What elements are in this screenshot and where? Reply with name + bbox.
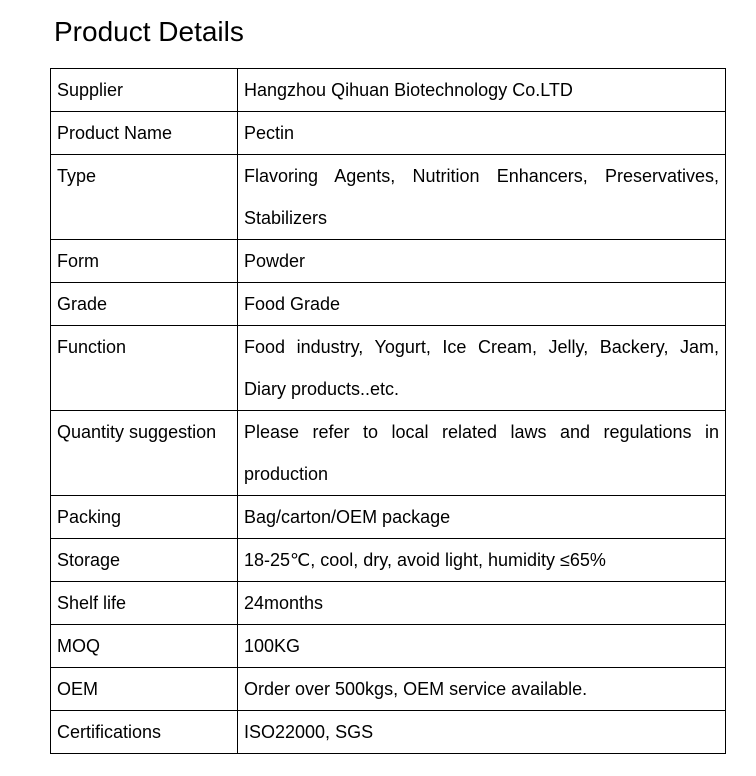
product-name-label: Product Name — [51, 112, 238, 155]
packing-value: Bag/carton/OEM package — [238, 496, 726, 539]
type-label: Type — [51, 155, 238, 240]
storage-value: 18-25℃, cool, dry, avoid light, humidity ≤65% — [238, 539, 726, 582]
form-label: Form — [51, 240, 238, 283]
function-value: Food industry, Yogurt, Ice Cream, Jelly, Backery, Jam, Diary products..etc. — [238, 326, 726, 411]
table-row-certifications — [51, 711, 726, 754]
grade-value: Food Grade — [238, 283, 726, 326]
table-row-grade — [51, 283, 726, 326]
moq-label: MOQ — [51, 625, 238, 668]
packing-label: Packing — [51, 496, 238, 539]
table-row-quantity-suggestion — [51, 411, 726, 496]
oem-value: Order over 500kgs, OEM service available. — [238, 668, 726, 711]
shelf-life-label: Shelf life — [51, 582, 238, 625]
supplier-label: Supplier — [51, 69, 238, 112]
shelf-life-value: 24months — [238, 582, 726, 625]
oem-label: OEM — [51, 668, 238, 711]
table-row-packing — [51, 496, 726, 539]
table-row-oem — [51, 668, 726, 711]
table-row-product-name — [51, 112, 726, 155]
table-row-type — [51, 155, 726, 240]
table-row-storage — [51, 539, 726, 582]
table-row-form — [51, 240, 726, 283]
type-value: Flavoring Agents, Nutrition Enhancers, Preservatives, Stabilizers — [238, 155, 726, 240]
form-value: Powder — [238, 240, 726, 283]
quantity-suggestion-value: Please refer to local related laws and regulations in production — [238, 411, 726, 496]
certifications-label: Certifications — [51, 711, 238, 754]
page-title: Product Details — [54, 16, 244, 47]
storage-label: Storage — [51, 539, 238, 582]
table-row-shelf-life — [51, 582, 726, 625]
grade-label: Grade — [51, 283, 238, 326]
supplier-value: Hangzhou Qihuan Biotechnology Co.LTD — [238, 69, 726, 112]
function-label: Function — [51, 326, 238, 411]
product-details-table — [50, 68, 726, 754]
table-row-function — [51, 326, 726, 411]
table-row-moq — [51, 625, 726, 668]
table-row-supplier — [51, 69, 726, 112]
certifications-value: ISO22000, SGS — [238, 711, 726, 754]
moq-value: 100KG — [238, 625, 726, 668]
quantity-suggestion-label: Quantity suggestion — [51, 411, 238, 496]
product-name-value: Pectin — [238, 112, 726, 155]
